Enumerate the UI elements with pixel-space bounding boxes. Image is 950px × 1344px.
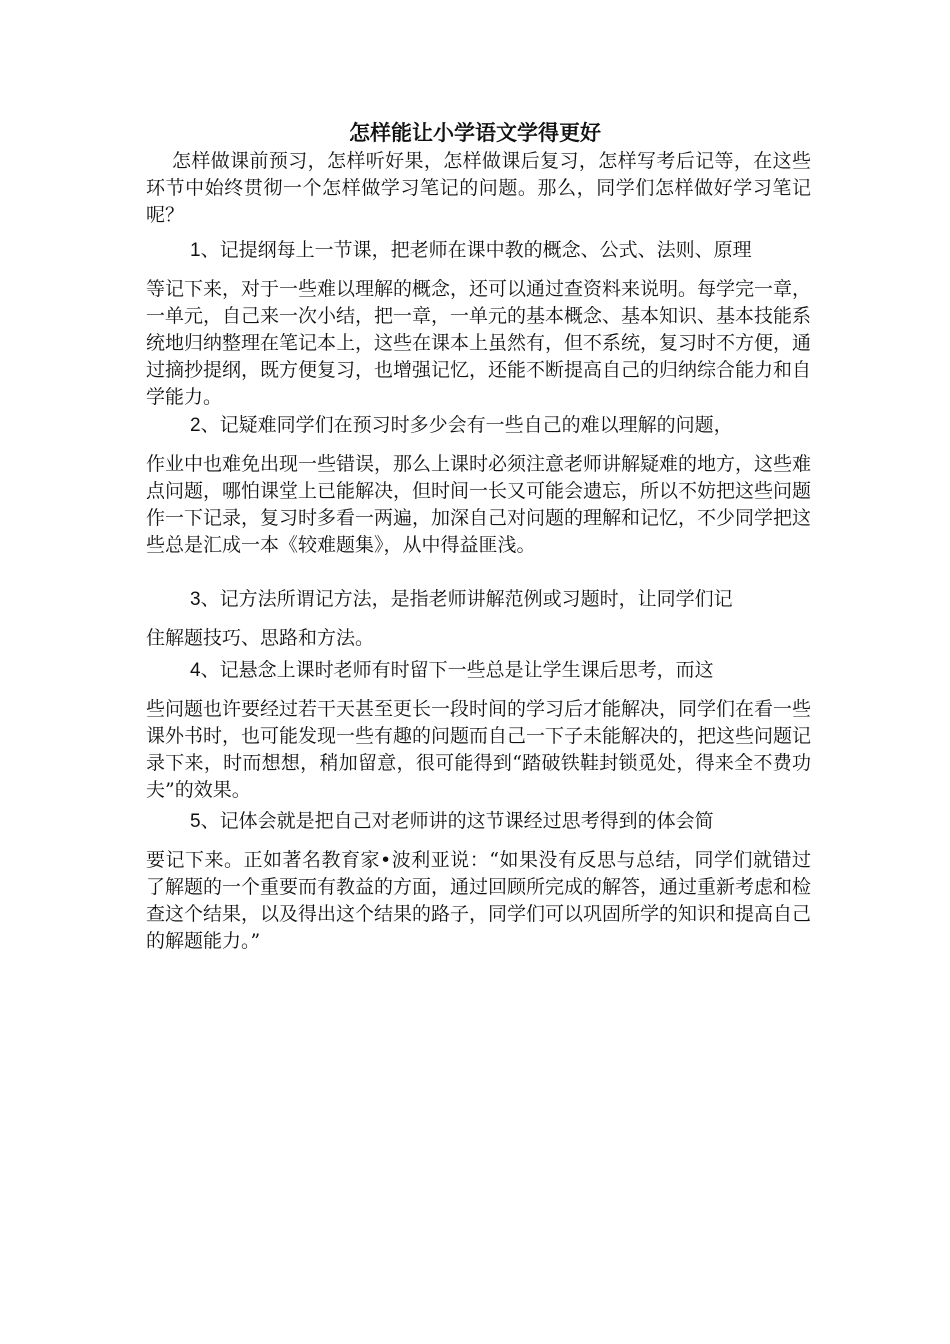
- note-item-body: 要记下来。正如著名教育家•波利亚说：“如果没有反思与总结，同学们就错过了解题的一个重要而有教益的方面，通过回顾所完成的解答，通过重新考虑和检查这个结果，以及得出这个结果的路子，同学们可以巩固所学的知识和提高自己的解题能力。”: [146, 849, 812, 952]
- note-item-2: [146, 412, 811, 559]
- note-item-body: 些问题也许要经过若干天甚至更长一段时间的学习后才能解决，同学们在看一些课外书时，也可能发现一些有趣的问题而自己一下子未能解决的，把这些问题记录下来，时而想想，稍加留意，很可能得到“踏破铁鞋封锁觅处，得来全不费功夫”的效果。: [146, 698, 812, 801]
- note-item-number: 2: [190, 415, 201, 436]
- note-item-body: 住解题技巧、思路和方法。: [146, 627, 375, 649]
- note-item-3: [146, 586, 811, 652]
- note-item-heading-text: 、记体会就是把自己对老师讲的这节课经过思考得到的体会简: [200, 810, 714, 832]
- note-item-heading-text: 、记方法所谓记方法，是指老师讲解范例或习题时，让同学们记: [200, 588, 733, 610]
- note-item-heading: [146, 808, 811, 835]
- note-item-1: [146, 237, 811, 411]
- note-item-heading-text: 、记提纲每上一节课，把老师在课中教的概念、公式、法则、原理: [200, 239, 752, 261]
- note-item-heading: [146, 412, 811, 439]
- note-item-heading-text: 、记疑难同学们在预习时多少会有一些自己的难以理解的问题，: [200, 414, 733, 436]
- note-item-heading: [146, 237, 811, 264]
- note-item-number: 4: [190, 660, 201, 681]
- intro-paragraph: 怎样做课前预习，怎样听好果，怎样做课后复习，怎样写考后记等，在这些环节中始终贯彻一个怎样做学习笔记的问题。那么，同学们怎样做好学习笔记呢？: [146, 150, 811, 226]
- note-item-heading: [146, 586, 811, 613]
- note-item-heading: [146, 657, 811, 684]
- note-item-4: [146, 657, 811, 804]
- note-item-number: 1: [190, 240, 201, 261]
- note-item-5: [146, 808, 811, 955]
- note-item-body: 等记下来，对于一些难以理解的概念，还可以通过查资料来说明。每学完一章，一单元，自己来一次小结，把一章，一单元的基本概念、基本知识、基本技能系统地归纳整理在笔记本上，这些在课本上虽然有，但不系统，复习时不方便，通过摘抄提纲，既方便复习，也增强记忆，还能不断提高自己的归纳综合能力和自学能力。: [146, 278, 812, 408]
- note-item-number: 3: [190, 589, 201, 610]
- note-item-body: 作业中也难免出现一些错误，那么上课时必须注意老师讲解疑难的地方，这些难点问题，哪怕课堂上已能解决，但时间一长又可能会遗忘，所以不妨把这些问题作一下记录，复习时多看一两遍，加深自己对问题的理解和记忆，不少同学把这些总是汇成一本《较难题集》，从中得益匪浅。: [146, 453, 812, 556]
- document-title: 怎样能让小学语文学得更好: [349, 120, 601, 145]
- note-item-heading-text: 、记悬念上课时老师有时留下一些总是让学生课后思考，而这: [200, 659, 714, 681]
- note-item-number: 5: [190, 811, 201, 832]
